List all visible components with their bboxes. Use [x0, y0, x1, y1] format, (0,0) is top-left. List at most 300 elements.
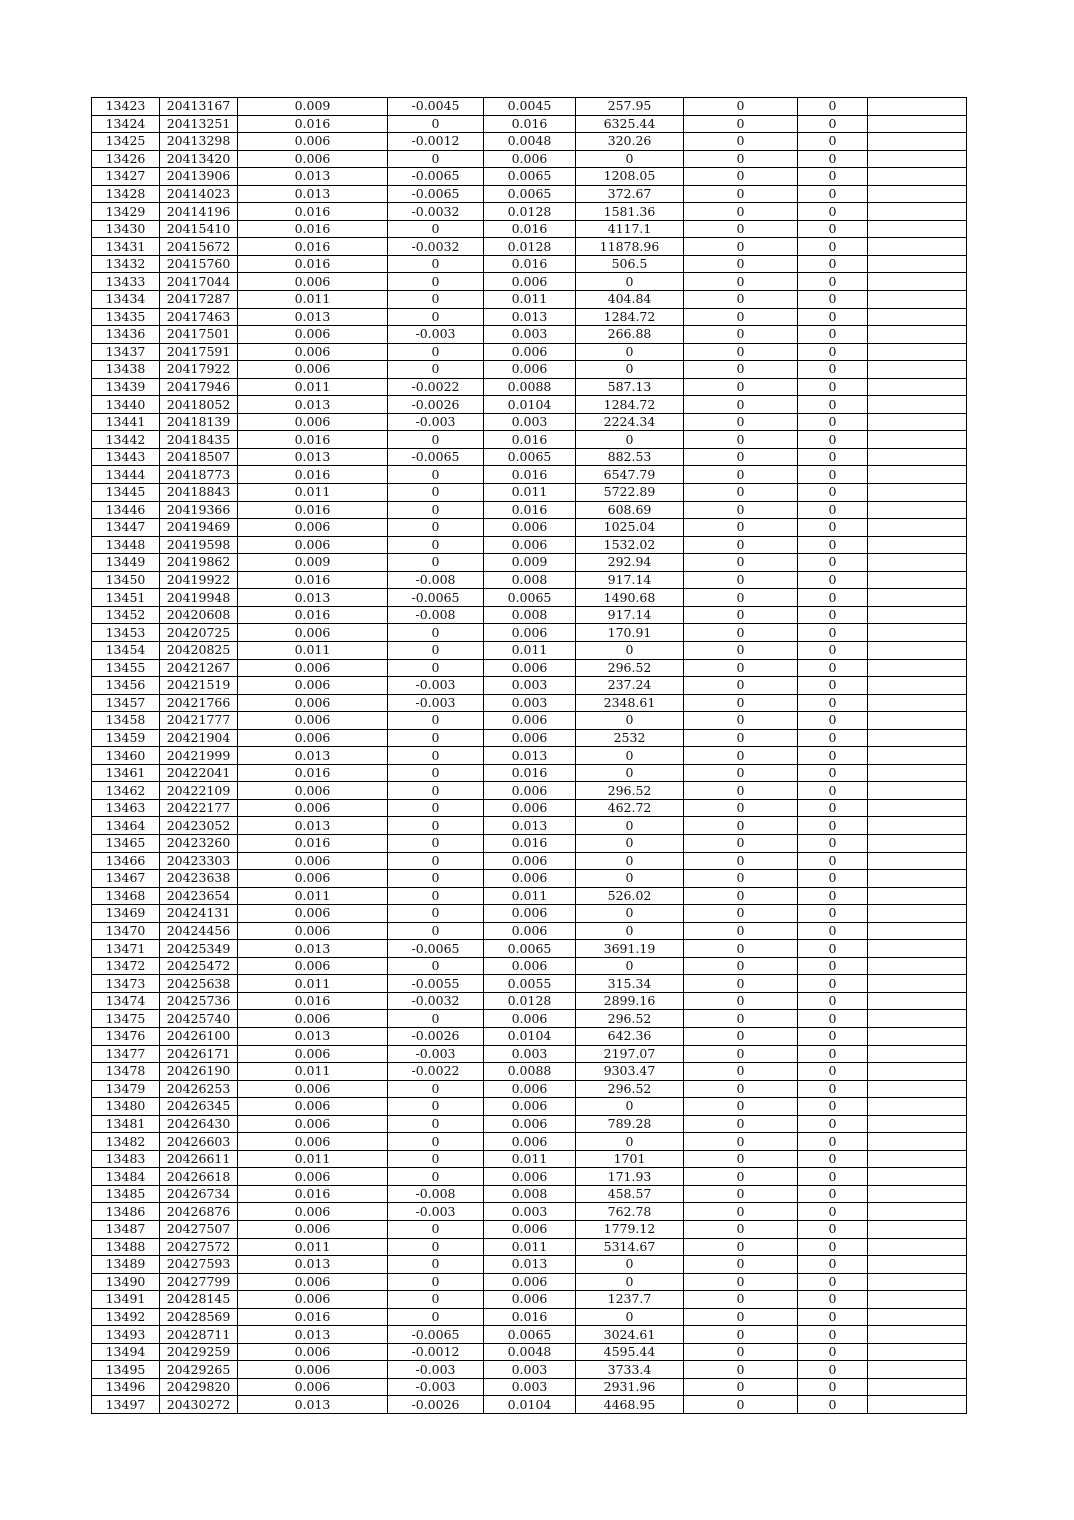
value-a-cell: 0.006	[238, 659, 388, 677]
blank-cell	[868, 905, 967, 923]
id-cell: 20427593	[160, 1256, 238, 1274]
row-index-cell: 13428	[92, 185, 160, 203]
table-row	[92, 747, 967, 765]
table-row	[92, 729, 967, 747]
flag-a-cell: 0	[684, 712, 798, 730]
flag-b-cell: 0	[798, 501, 868, 519]
value-a-cell: 0.006	[238, 1203, 388, 1221]
flag-a-cell: 0	[684, 1221, 798, 1239]
amount-cell: 462.72	[576, 799, 684, 817]
row-index-cell: 13445	[92, 484, 160, 502]
table-row	[92, 220, 967, 238]
amount-cell: 1532.02	[576, 536, 684, 554]
row-index-cell: 13446	[92, 501, 160, 519]
table-row	[92, 887, 967, 905]
flag-b-cell: 0	[798, 764, 868, 782]
id-cell: 20426876	[160, 1203, 238, 1221]
flag-b-cell: 0	[798, 1080, 868, 1098]
table-row	[92, 484, 967, 502]
value-a-cell: 0.006	[238, 133, 388, 151]
value-a-cell: 0.006	[238, 852, 388, 870]
flag-a-cell: 0	[684, 1045, 798, 1063]
flag-a-cell: 0	[684, 922, 798, 940]
row-index-cell: 13484	[92, 1168, 160, 1186]
flag-a-cell: 0	[684, 1115, 798, 1133]
blank-cell	[868, 922, 967, 940]
flag-a-cell: 0	[684, 308, 798, 326]
flag-b-cell: 0	[798, 448, 868, 466]
value-b-cell: -0.008	[388, 1185, 484, 1203]
value-c-cell: 0.0048	[484, 1343, 576, 1361]
value-a-cell: 0.011	[238, 1238, 388, 1256]
id-cell: 20414196	[160, 203, 238, 221]
flag-b-cell: 0	[798, 975, 868, 993]
value-b-cell: 0	[388, 1098, 484, 1116]
table-row	[92, 992, 967, 1010]
id-cell: 20418507	[160, 448, 238, 466]
flag-b-cell: 0	[798, 1185, 868, 1203]
id-cell: 20428569	[160, 1308, 238, 1326]
blank-cell	[868, 291, 967, 309]
blank-cell	[868, 957, 967, 975]
flag-b-cell: 0	[798, 273, 868, 291]
value-c-cell: 0.0048	[484, 133, 576, 151]
row-index-cell: 13475	[92, 1010, 160, 1028]
table-row	[92, 571, 967, 589]
flag-a-cell: 0	[684, 1238, 798, 1256]
flag-a-cell: 0	[684, 975, 798, 993]
amount-cell: 3733.4	[576, 1361, 684, 1379]
value-c-cell: 0.006	[484, 922, 576, 940]
id-cell: 20429259	[160, 1343, 238, 1361]
flag-b-cell: 0	[798, 1343, 868, 1361]
flag-b-cell: 0	[798, 1203, 868, 1221]
flag-a-cell: 0	[684, 238, 798, 256]
table-row	[92, 1256, 967, 1274]
value-b-cell: 0	[388, 361, 484, 379]
flag-a-cell: 0	[684, 1343, 798, 1361]
flag-a-cell: 0	[684, 273, 798, 291]
blank-cell	[868, 396, 967, 414]
table-row	[92, 659, 967, 677]
id-cell: 20428145	[160, 1291, 238, 1309]
value-c-cell: 0.013	[484, 1256, 576, 1274]
table-row	[92, 677, 967, 695]
table-row	[92, 448, 967, 466]
table-row	[92, 834, 967, 852]
table-row	[92, 940, 967, 958]
value-b-cell: 0	[388, 641, 484, 659]
flag-b-cell: 0	[798, 378, 868, 396]
blank-cell	[868, 799, 967, 817]
flag-b-cell: 0	[798, 817, 868, 835]
value-a-cell: 0.006	[238, 150, 388, 168]
value-c-cell: 0.0065	[484, 448, 576, 466]
amount-cell: 5722.89	[576, 484, 684, 502]
amount-cell: 0	[576, 1308, 684, 1326]
flag-a-cell: 0	[684, 1080, 798, 1098]
value-c-cell: 0.006	[484, 1168, 576, 1186]
value-b-cell: 0	[388, 1256, 484, 1274]
flag-b-cell: 0	[798, 852, 868, 870]
row-index-cell: 13462	[92, 782, 160, 800]
value-c-cell: 0.006	[484, 1221, 576, 1239]
value-a-cell: 0.006	[238, 536, 388, 554]
row-index-cell: 13432	[92, 255, 160, 273]
flag-b-cell: 0	[798, 589, 868, 607]
amount-cell: 296.52	[576, 782, 684, 800]
amount-cell: 0	[576, 852, 684, 870]
value-c-cell: 0.0088	[484, 1063, 576, 1081]
row-index-cell: 13466	[92, 852, 160, 870]
row-index-cell: 13430	[92, 220, 160, 238]
blank-cell	[868, 431, 967, 449]
value-a-cell: 0.006	[238, 782, 388, 800]
table-row	[92, 185, 967, 203]
amount-cell: 11878.96	[576, 238, 684, 256]
value-b-cell: 0	[388, 308, 484, 326]
table-row	[92, 1308, 967, 1326]
id-cell: 20424456	[160, 922, 238, 940]
value-a-cell: 0.006	[238, 905, 388, 923]
value-a-cell: 0.006	[238, 326, 388, 344]
amount-cell: 296.52	[576, 1080, 684, 1098]
value-b-cell: 0	[388, 624, 484, 642]
blank-cell	[868, 1150, 967, 1168]
id-cell: 20422041	[160, 764, 238, 782]
flag-b-cell: 0	[798, 922, 868, 940]
table-row	[92, 519, 967, 537]
flag-b-cell: 0	[798, 1221, 868, 1239]
blank-cell	[868, 1326, 967, 1344]
value-c-cell: 0.0104	[484, 1027, 576, 1045]
value-b-cell: -0.0055	[388, 975, 484, 993]
value-c-cell: 0.006	[484, 729, 576, 747]
value-a-cell: 0.009	[238, 554, 388, 572]
id-cell: 20418052	[160, 396, 238, 414]
value-b-cell: 0	[388, 220, 484, 238]
amount-cell: 404.84	[576, 291, 684, 309]
value-b-cell: 0	[388, 1150, 484, 1168]
id-cell: 20425638	[160, 975, 238, 993]
value-b-cell: -0.003	[388, 1378, 484, 1396]
amount-cell: 0	[576, 922, 684, 940]
blank-cell	[868, 677, 967, 695]
row-index-cell: 13496	[92, 1378, 160, 1396]
value-a-cell: 0.013	[238, 1326, 388, 1344]
value-c-cell: 0.006	[484, 519, 576, 537]
value-c-cell: 0.016	[484, 255, 576, 273]
row-index-cell: 13434	[92, 291, 160, 309]
value-c-cell: 0.006	[484, 536, 576, 554]
value-a-cell: 0.009	[238, 98, 388, 116]
value-b-cell: -0.0022	[388, 1063, 484, 1081]
value-b-cell: 0	[388, 343, 484, 361]
value-a-cell: 0.016	[238, 571, 388, 589]
table-row	[92, 606, 967, 624]
value-a-cell: 0.006	[238, 712, 388, 730]
flag-a-cell: 0	[684, 1361, 798, 1379]
amount-cell: 292.94	[576, 554, 684, 572]
flag-a-cell: 0	[684, 1291, 798, 1309]
id-cell: 20417501	[160, 326, 238, 344]
table-row	[92, 1098, 967, 1116]
value-b-cell: 0	[388, 870, 484, 888]
blank-cell	[868, 852, 967, 870]
table-row	[92, 1133, 967, 1151]
value-a-cell: 0.006	[238, 1010, 388, 1028]
value-a-cell: 0.013	[238, 308, 388, 326]
row-index-cell: 13461	[92, 764, 160, 782]
value-a-cell: 0.006	[238, 624, 388, 642]
id-cell: 20422109	[160, 782, 238, 800]
blank-cell	[868, 641, 967, 659]
flag-b-cell: 0	[798, 308, 868, 326]
flag-a-cell: 0	[684, 1203, 798, 1221]
value-b-cell: -0.003	[388, 326, 484, 344]
value-c-cell: 0.0088	[484, 378, 576, 396]
table-row	[92, 1168, 967, 1186]
row-index-cell: 13425	[92, 133, 160, 151]
value-c-cell: 0.006	[484, 905, 576, 923]
flag-b-cell: 0	[798, 1150, 868, 1168]
blank-cell	[868, 712, 967, 730]
row-index-cell: 13483	[92, 1150, 160, 1168]
flag-b-cell: 0	[798, 98, 868, 116]
value-b-cell: 0	[388, 834, 484, 852]
table-row	[92, 589, 967, 607]
amount-cell: 0	[576, 764, 684, 782]
value-c-cell: 0.0128	[484, 238, 576, 256]
value-b-cell: 0	[388, 273, 484, 291]
flag-a-cell: 0	[684, 659, 798, 677]
flag-b-cell: 0	[798, 343, 868, 361]
blank-cell	[868, 940, 967, 958]
value-c-cell: 0.0065	[484, 589, 576, 607]
value-b-cell: 0	[388, 1308, 484, 1326]
flag-a-cell: 0	[684, 361, 798, 379]
row-index-cell: 13439	[92, 378, 160, 396]
value-b-cell: 0	[388, 712, 484, 730]
table-row	[92, 1080, 967, 1098]
flag-a-cell: 0	[684, 378, 798, 396]
value-b-cell: 0	[388, 747, 484, 765]
value-b-cell: 0	[388, 799, 484, 817]
blank-cell	[868, 1063, 967, 1081]
value-a-cell: 0.006	[238, 1168, 388, 1186]
flag-b-cell: 0	[798, 1168, 868, 1186]
flag-a-cell: 0	[684, 484, 798, 502]
flag-a-cell: 0	[684, 694, 798, 712]
value-b-cell: 0	[388, 905, 484, 923]
id-cell: 20419598	[160, 536, 238, 554]
amount-cell: 587.13	[576, 378, 684, 396]
id-cell: 20425349	[160, 940, 238, 958]
value-a-cell: 0.006	[238, 1045, 388, 1063]
value-a-cell: 0.006	[238, 343, 388, 361]
value-b-cell: 0	[388, 255, 484, 273]
blank-cell	[868, 1378, 967, 1396]
blank-cell	[868, 361, 967, 379]
flag-a-cell: 0	[684, 150, 798, 168]
value-c-cell: 0.006	[484, 852, 576, 870]
blank-cell	[868, 203, 967, 221]
row-index-cell: 13464	[92, 817, 160, 835]
id-cell: 20426430	[160, 1115, 238, 1133]
id-cell: 20425736	[160, 992, 238, 1010]
blank-cell	[868, 764, 967, 782]
row-index-cell: 13467	[92, 870, 160, 888]
blank-cell	[868, 1080, 967, 1098]
value-b-cell: -0.0026	[388, 1027, 484, 1045]
id-cell: 20421766	[160, 694, 238, 712]
flag-a-cell: 0	[684, 852, 798, 870]
value-a-cell: 0.006	[238, 1273, 388, 1291]
value-c-cell: 0.011	[484, 1150, 576, 1168]
row-index-cell: 13454	[92, 641, 160, 659]
id-cell: 20418843	[160, 484, 238, 502]
flag-a-cell: 0	[684, 1027, 798, 1045]
value-b-cell: -0.003	[388, 694, 484, 712]
blank-cell	[868, 1115, 967, 1133]
amount-cell: 1025.04	[576, 519, 684, 537]
blank-cell	[868, 1343, 967, 1361]
table-row	[92, 852, 967, 870]
blank-cell	[868, 975, 967, 993]
value-a-cell: 0.016	[238, 1308, 388, 1326]
flag-b-cell: 0	[798, 1273, 868, 1291]
row-index-cell: 13488	[92, 1238, 160, 1256]
flag-b-cell: 0	[798, 238, 868, 256]
table-row	[92, 1045, 967, 1063]
value-a-cell: 0.016	[238, 764, 388, 782]
id-cell: 20429820	[160, 1378, 238, 1396]
flag-b-cell: 0	[798, 431, 868, 449]
blank-cell	[868, 308, 967, 326]
row-index-cell: 13486	[92, 1203, 160, 1221]
value-a-cell: 0.013	[238, 1027, 388, 1045]
flag-a-cell: 0	[684, 1133, 798, 1151]
blank-cell	[868, 326, 967, 344]
id-cell: 20421267	[160, 659, 238, 677]
table-row	[92, 1238, 967, 1256]
flag-b-cell: 0	[798, 624, 868, 642]
value-c-cell: 0.006	[484, 1098, 576, 1116]
value-b-cell: 0	[388, 466, 484, 484]
row-index-cell: 13437	[92, 343, 160, 361]
flag-a-cell: 0	[684, 413, 798, 431]
value-c-cell: 0.013	[484, 747, 576, 765]
value-c-cell: 0.006	[484, 1291, 576, 1309]
flag-a-cell: 0	[684, 98, 798, 116]
value-a-cell: 0.011	[238, 1150, 388, 1168]
id-cell: 20421904	[160, 729, 238, 747]
id-cell: 20420725	[160, 624, 238, 642]
value-c-cell: 0.006	[484, 150, 576, 168]
flag-a-cell: 0	[684, 168, 798, 186]
row-index-cell: 13465	[92, 834, 160, 852]
table-row	[92, 378, 967, 396]
flag-b-cell: 0	[798, 940, 868, 958]
flag-b-cell: 0	[798, 1256, 868, 1274]
table-row	[92, 238, 967, 256]
value-c-cell: 0.0065	[484, 168, 576, 186]
blank-cell	[868, 1010, 967, 1028]
value-b-cell: -0.0026	[388, 1396, 484, 1414]
table-row	[92, 641, 967, 659]
blank-cell	[868, 1238, 967, 1256]
amount-cell: 1284.72	[576, 308, 684, 326]
value-a-cell: 0.006	[238, 1361, 388, 1379]
value-a-cell: 0.013	[238, 396, 388, 414]
flag-a-cell: 0	[684, 870, 798, 888]
value-b-cell: 0	[388, 729, 484, 747]
value-c-cell: 0.006	[484, 659, 576, 677]
id-cell: 20413906	[160, 168, 238, 186]
id-cell: 20414023	[160, 185, 238, 203]
flag-a-cell: 0	[684, 799, 798, 817]
amount-cell: 1490.68	[576, 589, 684, 607]
row-index-cell: 13451	[92, 589, 160, 607]
amount-cell: 0	[576, 712, 684, 730]
id-cell: 20415672	[160, 238, 238, 256]
value-b-cell: -0.0032	[388, 238, 484, 256]
value-b-cell: -0.0065	[388, 185, 484, 203]
table-row	[92, 1326, 967, 1344]
row-index-cell: 13431	[92, 238, 160, 256]
value-a-cell: 0.006	[238, 957, 388, 975]
value-c-cell: 0.011	[484, 1238, 576, 1256]
value-a-cell: 0.006	[238, 677, 388, 695]
amount-cell: 4117.1	[576, 220, 684, 238]
row-index-cell: 13450	[92, 571, 160, 589]
table-row	[92, 396, 967, 414]
flag-a-cell: 0	[684, 1185, 798, 1203]
value-c-cell: 0.003	[484, 1378, 576, 1396]
value-a-cell: 0.016	[238, 606, 388, 624]
blank-cell	[868, 413, 967, 431]
flag-a-cell: 0	[684, 448, 798, 466]
row-index-cell: 13489	[92, 1256, 160, 1274]
flag-b-cell: 0	[798, 747, 868, 765]
value-a-cell: 0.006	[238, 729, 388, 747]
amount-cell: 2348.61	[576, 694, 684, 712]
id-cell: 20413420	[160, 150, 238, 168]
value-a-cell: 0.013	[238, 940, 388, 958]
value-c-cell: 0.003	[484, 1045, 576, 1063]
flag-a-cell: 0	[684, 519, 798, 537]
flag-b-cell: 0	[798, 992, 868, 1010]
value-a-cell: 0.006	[238, 519, 388, 537]
value-b-cell: -0.003	[388, 677, 484, 695]
table-row	[92, 150, 967, 168]
id-cell: 20423638	[160, 870, 238, 888]
row-index-cell: 13485	[92, 1185, 160, 1203]
flag-b-cell: 0	[798, 326, 868, 344]
table-row	[92, 255, 967, 273]
blank-cell	[868, 185, 967, 203]
value-b-cell: 0	[388, 1221, 484, 1239]
value-a-cell: 0.016	[238, 238, 388, 256]
value-b-cell: 0	[388, 554, 484, 572]
id-cell: 20419948	[160, 589, 238, 607]
flag-b-cell: 0	[798, 220, 868, 238]
value-a-cell: 0.013	[238, 168, 388, 186]
blank-cell	[868, 1168, 967, 1186]
table-row	[92, 1273, 967, 1291]
value-b-cell: 0	[388, 887, 484, 905]
table-body	[92, 98, 967, 1414]
